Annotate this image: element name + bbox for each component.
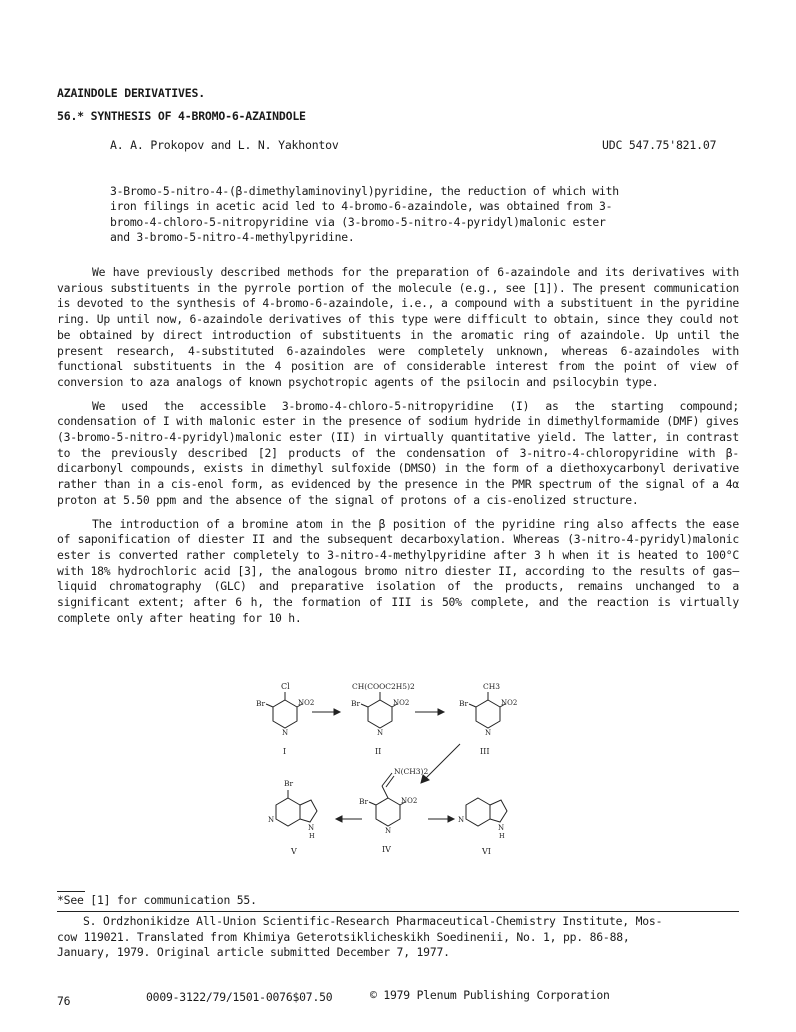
- affiliation-line: S. Ordzhonikidze All-Union Scientific-Research Pharmaceutical-Chemistry Institute, Mos-: [83, 914, 663, 928]
- label-n: N: [308, 824, 315, 832]
- compound-label-iii: III: [480, 747, 490, 756]
- abstract-line: 3-Bromo-5-nitro-4-(β-dimethylaminovinyl)pyridine, the reduction of which with: [110, 184, 619, 198]
- udc-code: UDC 547.75'821.07: [602, 138, 717, 152]
- compound-vi-structure: [466, 798, 507, 826]
- label-br: Br: [459, 699, 469, 708]
- compound-iii-structure: [469, 692, 505, 728]
- page-number: 76: [57, 994, 71, 1008]
- compound-iv-structure: [369, 773, 405, 826]
- affiliation: [57, 914, 747, 961]
- label-malonate: CH(COOC2H5)2: [352, 682, 415, 691]
- label-no2: NO2: [501, 699, 518, 707]
- abstract: [110, 184, 730, 246]
- abstract-line: and 3-bromo-5-nitro-4-methylpyridine.: [110, 230, 355, 245]
- label-br: Br: [359, 797, 369, 806]
- footnote: *See [1] for communication 55.: [57, 893, 257, 907]
- abstract-line: iron filings in acetic acid led to 4-bromo-6-azaindole, was obtained from 3-: [110, 199, 613, 214]
- copyright: © 1979 Plenum Publishing Corporation: [370, 988, 610, 1002]
- body-paragraph-1: We have previously described methods for the preparation of 6-azaindole and its derivatives with various substituents in the pyrrole portion of the molecule (e.g., see [1]). The present communication is devoted to the synthesis of 4-bromo-6-azaindole, i.e., a compound with a substituent in the pyridine ring. Up until now, 6-azaindole derivatives of this type were difficult to obtain, since they could not be obtained by direct introduction of substituents in the aromatic ring of azaindole. Up until the present research, 4-substituted 6-azaindoles were completely unknown, whereas 6-azaindoles with functional substituents in the 4 position are of considerable interest from the point of view of conversion to aza analogs of known psychotropic agents of the psilocin and psilocybin type.: [57, 265, 739, 389]
- label-ch3: CH3: [483, 682, 501, 691]
- series-title: AZAINDOLE DERIVATIVES.: [57, 86, 205, 100]
- affiliation-rule: [57, 911, 739, 912]
- label-no2: NO2: [298, 699, 315, 707]
- compound-label-vi: VI: [482, 847, 491, 856]
- compound-label-ii: II: [375, 747, 382, 756]
- label-br: Br: [284, 779, 294, 788]
- label-no2: NO2: [401, 797, 418, 805]
- label-cl: Cl: [281, 682, 290, 691]
- label-nme2: N(CH3)2: [394, 767, 429, 776]
- label-br: Br: [351, 699, 361, 708]
- label-h: H: [499, 832, 505, 840]
- compound-i-structure: [266, 692, 302, 728]
- footnote-rule: [57, 891, 85, 892]
- label-n: N: [485, 729, 492, 737]
- label-n: N: [458, 816, 465, 824]
- body-text: [57, 265, 739, 634]
- label-h: H: [309, 832, 315, 840]
- compound-v-structure: [276, 790, 317, 826]
- compound-label-v: V: [291, 847, 297, 856]
- journal-code: 0009-3122/79/1501-0076$07.50: [146, 990, 333, 1004]
- abstract-line: bromo-4-chloro-5-nitropyridine via (3-bromo-5-nitro-4-pyridyl)malonic ester: [110, 214, 606, 229]
- reaction-scheme: [230, 672, 570, 872]
- article-title: 56.* SYNTHESIS OF 4-BROMO-6-AZAINDOLE: [57, 109, 306, 123]
- label-n: N: [377, 729, 384, 737]
- label-n: N: [385, 827, 392, 835]
- authors: A. A. Prokopov and L. N. Yakhontov: [110, 138, 339, 152]
- label-n: N: [268, 816, 275, 824]
- label-no2: NO2: [393, 699, 410, 707]
- label-n: N: [282, 729, 289, 737]
- affiliation-line: cow 119021. Translated from Khimiya Geterotsiklicheskikh Soedinenii, No. 1, pp. 86-88,: [57, 929, 630, 944]
- body-paragraph-2: We used the accessible 3-bromo-4-chloro-5-nitropyridine (I) as the starting compound; condensation of I with malonic ester in the presence of sodium hydride in dimethylformamide (DMF) gives (3-bromo-5-nitro-4-pyridyl)malonic ester (II) in virtually quantitative yield. The latter, in contrast to the previously described [2] products of the condensation of 3-nitro-4-chloropyridine with β-dicarbonyl compounds, exists in dimethyl sulfoxide (DMSO) in the form of a diethoxycarbonyl derivative rather than in a cis-enol form, as evidenced by the presence in the PMR spectrum of the signal of a 4α proton at 5.50 ppm and the absence of the signal of protons of a cis-enolized structure.: [57, 398, 739, 507]
- compound-ii-structure: [361, 692, 397, 728]
- compound-label-iv: IV: [382, 845, 391, 854]
- body-paragraph-3: The introduction of a bromine atom in the β position of the pyridine ring also affects the ease of saponification of diester II and the subsequent decarboxylation. Whereas (3-nitro-4-pyridyl)malonic ester is converted rather completely to 3-nitro-4-methylpyridine after 3 h when it is heated to 100°C with 18% hydrochloric acid [3], the analogous bromo nitro diester II, according to the results of gas–liquid chromatography (GLC) and preparative isolation of the products, remains unchanged to a significant extent; after 6 h, the formation of III is 50% complete, and the reaction is virtually complete only after heating for 10 h.: [57, 516, 739, 625]
- label-br: Br: [256, 699, 266, 708]
- affiliation-line: January, 1979. Original article submitted December 7, 1977.: [57, 945, 450, 960]
- compound-label-i: I: [283, 747, 287, 756]
- label-n: N: [498, 824, 505, 832]
